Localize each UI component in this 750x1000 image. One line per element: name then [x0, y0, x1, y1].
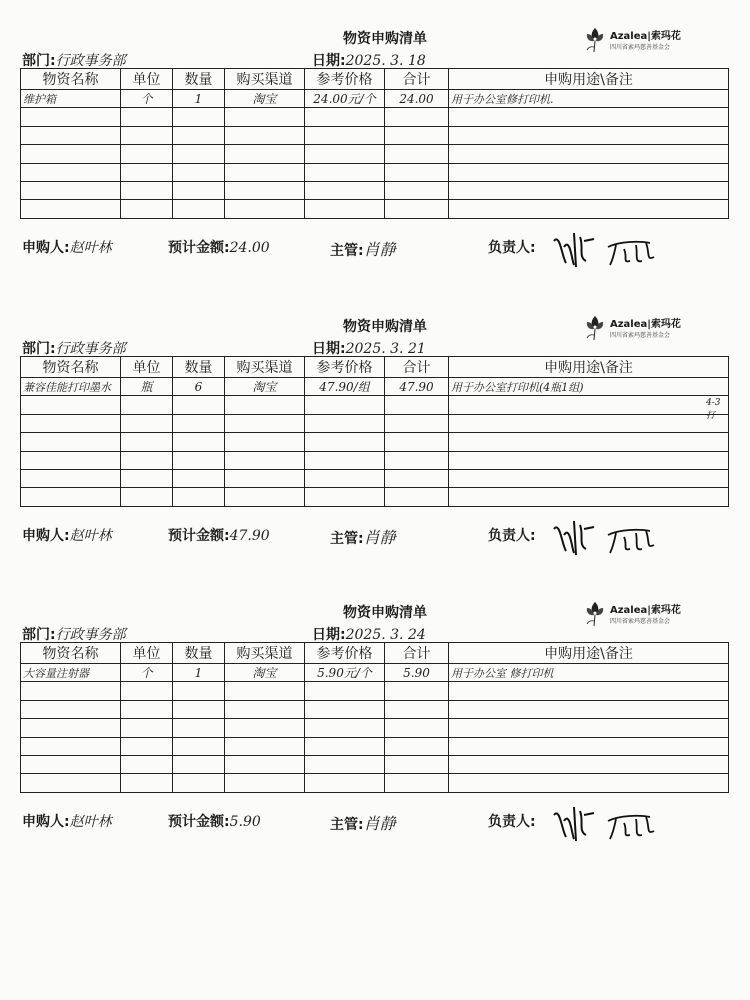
table-cell-empty — [305, 469, 385, 487]
applicant-signature: 赵叶林 — [69, 240, 112, 256]
table-cell-empty — [449, 719, 729, 737]
applicant-field — [22, 811, 112, 831]
estimate-field — [168, 811, 261, 831]
table-cell-empty — [385, 700, 449, 718]
table-cell-empty — [385, 126, 449, 144]
table-cell-empty — [385, 755, 449, 773]
table-cell-empty — [173, 755, 225, 773]
estimate-label: 预计金额: — [168, 528, 230, 544]
column-header: 申购用途\备注 — [449, 357, 729, 378]
flower-icon — [582, 24, 608, 54]
supervisor-signature: 肖静 — [363, 814, 396, 833]
table-cell-empty — [21, 181, 121, 199]
table-cell-empty — [173, 682, 225, 700]
items-table — [20, 356, 729, 507]
table-cell-empty — [121, 755, 173, 773]
column-header: 参考价格 — [305, 643, 385, 664]
table-row-empty — [21, 126, 729, 144]
table-header-row — [21, 357, 729, 378]
table-cell-empty — [449, 774, 729, 792]
table-cell-empty — [305, 181, 385, 199]
table-cell-empty — [449, 181, 729, 199]
table-cell-empty — [21, 469, 121, 487]
table-cell-empty — [225, 396, 305, 414]
table-header-row — [21, 643, 729, 664]
table-cell-empty — [385, 451, 449, 469]
table-cell: 淘宝 — [225, 90, 305, 108]
column-header: 物资名称 — [21, 357, 121, 378]
applicant-signature: 赵叶林 — [69, 814, 112, 830]
date-value: 2025. 3. 24 — [345, 627, 426, 643]
table-cell: 47.90/组 — [305, 378, 385, 396]
logo-brand-text: Azalea|索玛花 — [610, 319, 681, 330]
date-line — [312, 50, 426, 70]
table-cell: 用于办公室打印机(4瓶1组) — [449, 378, 729, 396]
column-header: 参考价格 — [305, 69, 385, 90]
table-cell-empty — [449, 414, 729, 432]
table-cell-empty — [385, 108, 449, 126]
column-header: 数量 — [173, 643, 225, 664]
column-header: 单位 — [121, 69, 173, 90]
logo-subtitle: 四川省索玛慈善基金会 — [610, 332, 671, 339]
column-header: 合计 — [385, 643, 449, 664]
table-cell-empty — [385, 200, 449, 218]
table-cell-empty — [173, 163, 225, 181]
table-cell-empty — [225, 774, 305, 792]
department-line — [22, 624, 126, 644]
table-cell-empty — [21, 108, 121, 126]
table-cell: 5.90 — [385, 664, 449, 682]
table-cell-empty — [305, 126, 385, 144]
table-row-empty — [21, 108, 729, 126]
table-cell-empty — [449, 488, 729, 506]
table-cell: 6 — [173, 378, 225, 396]
column-header: 单位 — [121, 643, 173, 664]
applicant-label: 申购人: — [22, 240, 70, 256]
table-cell-empty — [121, 737, 173, 755]
table-row-empty — [21, 145, 729, 163]
table-cell-empty — [21, 682, 121, 700]
items-table — [20, 642, 729, 793]
table-row-empty — [21, 682, 729, 700]
azalea-logo — [582, 310, 692, 350]
table-cell-empty — [121, 433, 173, 451]
date-line — [312, 624, 426, 644]
date-value: 2025. 3. 21 — [345, 341, 426, 357]
azalea-logo — [582, 22, 692, 62]
applicant-signature: 赵叶林 — [69, 528, 112, 544]
table-cell-empty — [173, 108, 225, 126]
table-cell-empty — [385, 433, 449, 451]
table-cell: 淘宝 — [225, 664, 305, 682]
column-header: 申购用途\备注 — [449, 643, 729, 664]
table-cell-empty — [173, 469, 225, 487]
table-cell-empty — [449, 396, 729, 414]
date-label: 日期: — [312, 341, 346, 357]
supervisor-field — [330, 811, 396, 834]
table-row-empty — [21, 433, 729, 451]
table-cell-empty — [173, 145, 225, 163]
table-cell-empty — [21, 737, 121, 755]
table-row-empty — [21, 200, 729, 218]
table-cell-empty — [225, 414, 305, 432]
table-cell-empty — [305, 396, 385, 414]
table-cell-empty — [225, 433, 305, 451]
table-row-empty — [21, 755, 729, 773]
table-row-empty — [21, 181, 729, 199]
table-cell-empty — [21, 200, 121, 218]
supervisor-field — [330, 237, 396, 260]
table-cell-empty — [305, 108, 385, 126]
table-cell-empty — [385, 719, 449, 737]
table-cell-empty — [385, 414, 449, 432]
table-cell-empty — [225, 719, 305, 737]
table-cell-empty — [385, 774, 449, 792]
table-row-empty — [21, 469, 729, 487]
department-value: 行政事务部 — [55, 627, 126, 643]
column-header: 物资名称 — [21, 643, 121, 664]
table-cell-empty — [305, 451, 385, 469]
table-cell: 个 — [121, 90, 173, 108]
table-cell: 24.00 — [385, 90, 449, 108]
column-header: 购买渠道 — [225, 643, 305, 664]
table-cell-empty — [449, 200, 729, 218]
table-cell-empty — [449, 126, 729, 144]
date-line — [312, 338, 426, 358]
applicant-label: 申购人: — [22, 528, 70, 544]
column-header: 购买渠道 — [225, 357, 305, 378]
table-cell-empty — [173, 719, 225, 737]
supervisor-label: 主管: — [330, 817, 364, 833]
supervisor-label: 主管: — [330, 243, 364, 259]
table-cell-empty — [173, 737, 225, 755]
table-cell-empty — [449, 700, 729, 718]
supervisor-signature: 肖静 — [363, 240, 396, 259]
table-cell-empty — [449, 108, 729, 126]
table-row — [21, 90, 729, 108]
table-header-row — [21, 69, 729, 90]
leader-field — [488, 525, 536, 545]
table-cell-empty — [305, 719, 385, 737]
estimate-value: 24.00 — [229, 240, 270, 256]
leader-label: 负责人: — [488, 814, 536, 830]
leader-signature — [550, 227, 670, 271]
logo-subtitle: 四川省索玛慈善基金会 — [610, 618, 671, 625]
table-cell-empty — [449, 433, 729, 451]
date-value: 2025. 3. 18 — [345, 53, 426, 69]
table-row-empty — [21, 774, 729, 792]
estimate-label: 预计金额: — [168, 814, 230, 830]
table-cell-empty — [385, 488, 449, 506]
table-cell-empty — [121, 700, 173, 718]
leader-signature — [550, 801, 670, 845]
table-cell-empty — [305, 163, 385, 181]
table-row-empty — [21, 414, 729, 432]
table-cell-empty — [121, 488, 173, 506]
table-cell-empty — [225, 145, 305, 163]
department-label: 部门: — [22, 53, 56, 69]
table-cell-empty — [173, 700, 225, 718]
table-row-empty — [21, 719, 729, 737]
table-cell-empty — [225, 451, 305, 469]
table-cell-empty — [305, 433, 385, 451]
logo-subtitle: 四川省索玛慈善基金会 — [610, 44, 671, 51]
table-cell-empty — [385, 396, 449, 414]
table-row-empty — [21, 700, 729, 718]
estimate-label: 预计金额: — [168, 240, 230, 256]
table-cell-empty — [121, 145, 173, 163]
table-cell-empty — [385, 145, 449, 163]
table-cell: 用于办公室 修打印机 — [449, 664, 729, 682]
table-cell: 维护箱 — [21, 90, 121, 108]
table-cell-empty — [305, 755, 385, 773]
column-header: 数量 — [173, 69, 225, 90]
table-cell-empty — [449, 451, 729, 469]
table-cell-empty — [225, 181, 305, 199]
table-cell-empty — [173, 488, 225, 506]
table-cell-empty — [121, 108, 173, 126]
table-cell-empty — [305, 200, 385, 218]
table-cell-empty — [225, 108, 305, 126]
table-cell-empty — [449, 737, 729, 755]
form-title: 物资申购清单 — [343, 605, 427, 621]
table-cell-empty — [305, 145, 385, 163]
table-cell-empty — [305, 682, 385, 700]
table-cell-empty — [305, 700, 385, 718]
table-cell-empty — [173, 774, 225, 792]
table-cell: 瓶 — [121, 378, 173, 396]
table-cell-empty — [121, 682, 173, 700]
table-cell-empty — [21, 700, 121, 718]
table-cell-empty — [121, 200, 173, 218]
column-header: 合计 — [385, 357, 449, 378]
form-footer — [20, 807, 728, 847]
table-cell-empty — [121, 469, 173, 487]
table-cell-empty — [173, 126, 225, 144]
table-cell-empty — [225, 469, 305, 487]
table-cell: 5.90元/个 — [305, 664, 385, 682]
table-cell-empty — [449, 469, 729, 487]
table-cell-empty — [449, 145, 729, 163]
flower-icon — [582, 598, 608, 628]
table-cell-empty — [225, 200, 305, 218]
table-cell-empty — [21, 396, 121, 414]
table-cell-empty — [21, 126, 121, 144]
table-cell-empty — [305, 774, 385, 792]
estimate-field — [168, 237, 270, 257]
estimate-value: 5.90 — [229, 814, 261, 830]
column-header: 单位 — [121, 357, 173, 378]
table-cell-empty — [121, 181, 173, 199]
table-cell-empty — [173, 181, 225, 199]
date-label: 日期: — [312, 53, 346, 69]
table-cell-empty — [225, 163, 305, 181]
table-cell: 47.90 — [385, 378, 449, 396]
department-label: 部门: — [22, 341, 56, 357]
items-table — [20, 68, 729, 219]
table-cell: 个 — [121, 664, 173, 682]
table-cell-empty — [173, 200, 225, 218]
form-footer — [20, 521, 728, 561]
side-note: 4-3打 — [706, 398, 721, 421]
table-row-empty — [21, 451, 729, 469]
table-cell-empty — [21, 163, 121, 181]
table-cell-empty — [121, 719, 173, 737]
leader-signature — [550, 515, 670, 559]
table-cell-empty — [225, 737, 305, 755]
table-cell: 1 — [173, 90, 225, 108]
department-value: 行政事务部 — [55, 341, 126, 357]
table-cell-empty — [173, 451, 225, 469]
estimate-value: 47.90 — [229, 528, 270, 544]
table-cell-empty — [225, 126, 305, 144]
column-header: 参考价格 — [305, 357, 385, 378]
table-cell-empty — [385, 181, 449, 199]
estimate-field — [168, 525, 270, 545]
department-label: 部门: — [22, 627, 56, 643]
column-header: 合计 — [385, 69, 449, 90]
column-header: 购买渠道 — [225, 69, 305, 90]
table-row-empty — [21, 163, 729, 181]
table-cell-empty — [121, 451, 173, 469]
table-row-empty — [21, 488, 729, 506]
table-cell: 淘宝 — [225, 378, 305, 396]
department-line — [22, 50, 126, 70]
table-cell-empty — [21, 774, 121, 792]
table-cell-empty — [449, 163, 729, 181]
flower-icon — [582, 312, 608, 342]
table-row-empty — [21, 396, 729, 414]
applicant-field — [22, 525, 112, 545]
table-cell-empty — [449, 682, 729, 700]
table-cell-empty — [385, 682, 449, 700]
table-cell-empty — [305, 414, 385, 432]
date-label: 日期: — [312, 627, 346, 643]
table-cell-empty — [21, 433, 121, 451]
table-row — [21, 664, 729, 682]
table-cell: 24.00元/个 — [305, 90, 385, 108]
column-header: 物资名称 — [21, 69, 121, 90]
leader-field — [488, 811, 536, 831]
form-title: 物资申购清单 — [343, 31, 427, 47]
table-cell-empty — [305, 737, 385, 755]
table-cell-empty — [121, 414, 173, 432]
table-row-empty — [21, 737, 729, 755]
table-cell-empty — [173, 396, 225, 414]
applicant-field — [22, 237, 112, 257]
department-line — [22, 338, 126, 358]
supervisor-signature: 肖静 — [363, 528, 396, 547]
leader-label: 负责人: — [488, 240, 536, 256]
supervisor-label: 主管: — [330, 531, 364, 547]
table-cell-empty — [21, 719, 121, 737]
department-value: 行政事务部 — [55, 53, 126, 69]
table-cell-empty — [121, 396, 173, 414]
table-cell: 兼容佳能打印墨水 — [21, 378, 121, 396]
table-cell-empty — [225, 682, 305, 700]
table-cell-empty — [173, 414, 225, 432]
table-cell: 1 — [173, 664, 225, 682]
form-title: 物资申购清单 — [343, 319, 427, 335]
table-cell-empty — [305, 488, 385, 506]
table-cell-empty — [21, 414, 121, 432]
table-cell-empty — [21, 755, 121, 773]
logo-brand-text: Azalea|索玛花 — [610, 605, 681, 616]
form-footer — [20, 233, 728, 273]
table-cell-empty — [21, 145, 121, 163]
table-cell-empty — [121, 163, 173, 181]
table-cell-empty — [121, 774, 173, 792]
azalea-logo — [582, 596, 692, 636]
table-cell: 大容量注射器 — [21, 664, 121, 682]
logo-brand-text: Azalea|索玛花 — [610, 31, 681, 42]
table-row — [21, 378, 729, 396]
leader-label: 负责人: — [488, 528, 536, 544]
table-cell-empty — [385, 469, 449, 487]
column-header: 数量 — [173, 357, 225, 378]
table-cell-empty — [121, 126, 173, 144]
table-cell-empty — [225, 700, 305, 718]
table-cell-empty — [449, 755, 729, 773]
column-header: 申购用途\备注 — [449, 69, 729, 90]
supervisor-field — [330, 525, 396, 548]
table-cell: 用于办公室修打印机. — [449, 90, 729, 108]
table-cell-empty — [21, 451, 121, 469]
table-cell-empty — [385, 737, 449, 755]
table-cell-empty — [21, 488, 121, 506]
table-cell-empty — [225, 488, 305, 506]
leader-field — [488, 237, 536, 257]
table-cell-empty — [173, 433, 225, 451]
table-cell-empty — [385, 163, 449, 181]
table-cell-empty — [225, 755, 305, 773]
applicant-label: 申购人: — [22, 814, 70, 830]
